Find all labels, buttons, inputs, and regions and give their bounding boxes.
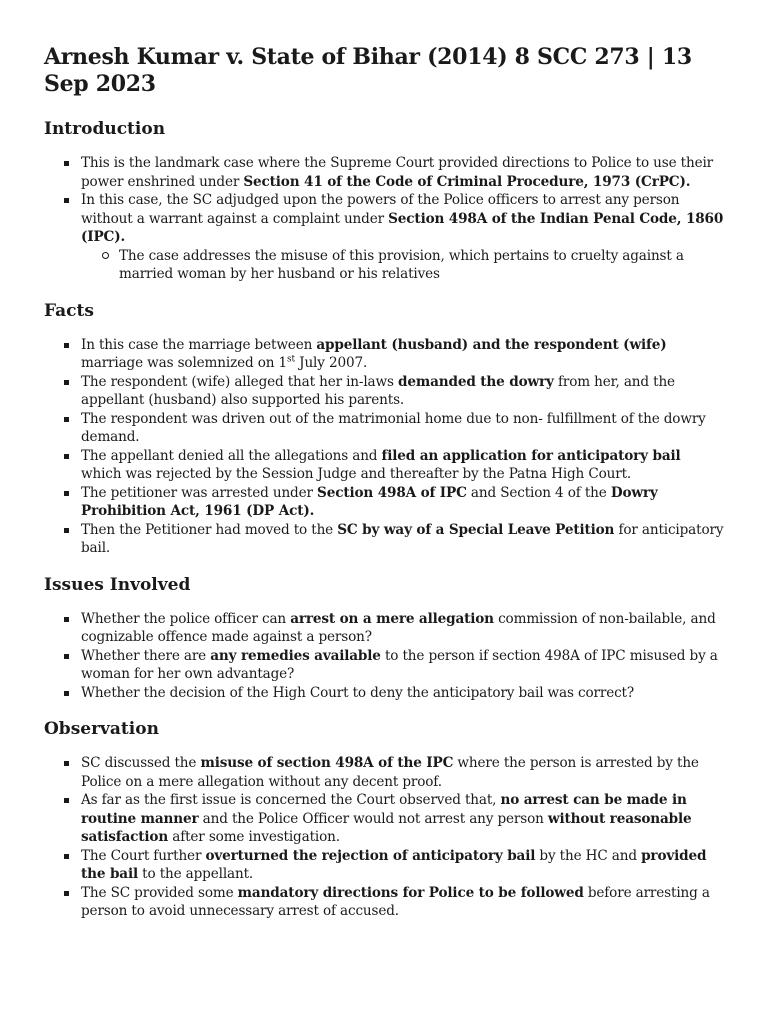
bold-text: arrest on a mere allegation: [290, 610, 494, 627]
list-item: [81, 647, 724, 684]
text: July 2007.: [294, 355, 368, 371]
text: The SC provided some: [81, 884, 238, 901]
page-title: Arnesh Kumar v. State of Bihar (2014) 8 SCC 273 | 13 Sep 2023: [44, 44, 692, 97]
text: The Court further: [81, 847, 206, 864]
list-item: [81, 791, 724, 847]
text: The respondent (wife) alleged that her in-laws: [81, 373, 398, 390]
list-item: [81, 884, 724, 921]
bold-text: no arrest can be made in routine manner: [81, 792, 687, 827]
bold-text: Section 498A of the Indian Penal Code, 1860 (IPC).: [81, 210, 724, 245]
bold-text: any remedies available: [210, 647, 381, 664]
bold-text: mandatory directions for Police to be followed: [237, 884, 584, 901]
text: As far as the first issue is concerned the Court observed that,: [81, 792, 501, 808]
text: after some investigation.: [168, 829, 340, 845]
text: for anticipatory bail.: [81, 521, 724, 556]
facts-list: [44, 336, 724, 558]
bold-text: appellant (husband) and the respondent (wife): [316, 336, 667, 353]
section-heading-issues: Issues Involved: [44, 574, 191, 595]
list-item: [81, 191, 724, 284]
bold-text: misuse of section 498A of the IPC: [200, 755, 454, 771]
sub-list: [81, 247, 724, 284]
text: In this case, the SC adjudged upon the powers of the Police officers to arrest any person without a warrant against a complaint under: [81, 192, 680, 227]
bold-text: filed an application for anticipatory bail: [381, 447, 681, 464]
section-heading-introduction: Introduction: [44, 119, 166, 139]
text: In this case the marriage between: [81, 336, 317, 353]
text: Whether the police officer can: [81, 610, 291, 627]
list-item: [81, 847, 724, 884]
introduction-list: [44, 154, 724, 284]
text: and Section 4 of the: [466, 484, 611, 501]
list-item: [81, 521, 724, 558]
bold-text: overturned the rejection of anticipatory bail: [205, 847, 536, 864]
text: where the person is arrested by the Police on a mere allegation without any decent proof.: [81, 755, 699, 790]
list-item: [81, 754, 724, 791]
text: marriage was solemnized on 1: [81, 355, 288, 371]
text: commission of non-bailable, and cognizable offence made against a person?: [81, 610, 716, 645]
text: This is the landmark case where the Supreme Court provided directions to Police to use their power enshrined under: [81, 155, 714, 190]
text: which was rejected by the Session Judge and thereafter by the Patna High Court.: [81, 466, 632, 482]
bold-text: without reasonable satisfaction: [81, 810, 692, 845]
bold-text: Section 41 of the Code of Criminal Procedure, 1973 (CrPC).: [243, 173, 691, 190]
list-item: [81, 336, 724, 373]
text: to the person if section 498A of IPC misused by a woman for her own advantage?: [81, 647, 718, 682]
list-item: [81, 410, 724, 447]
list-item: [81, 154, 724, 191]
list-item: [81, 484, 724, 521]
text: The petitioner was arrested under: [81, 484, 318, 501]
bold-text: Dowry Prohibition Act, 1961 (DP Act).: [81, 484, 658, 519]
text: Whether there are: [81, 647, 211, 664]
text: Then the Petitioner had moved to the: [81, 521, 338, 538]
bold-text: provided the bail: [81, 847, 707, 882]
bold-text: SC by way of a Special Leave Petition: [337, 521, 615, 538]
text: and the Police Officer would not arrest any person: [198, 810, 548, 827]
text: by the HC and: [535, 847, 642, 864]
bold-text: demanded the dowry: [398, 373, 554, 390]
superscript: st: [287, 354, 295, 365]
list-item: [81, 610, 724, 647]
text: Whether the decision of the High Court to deny the anticipatory bail was correct?: [81, 684, 634, 701]
issues-list: [44, 610, 724, 703]
text: The case addresses the misuse of this provision, which pertains to cruelty against a married woman by her husband or his relatives: [119, 247, 684, 282]
text: from her, and the appellant (husband) also supported his parents.: [81, 373, 675, 408]
list-item: [81, 684, 724, 703]
text: SC discussed the: [81, 755, 201, 771]
text: The appellant denied all the allegations and: [81, 447, 382, 464]
section-heading-observation: Observation: [44, 719, 159, 739]
text: to the appellant.: [138, 866, 254, 882]
text: before arresting a person to avoid unnecessary arrest of accused.: [81, 884, 710, 919]
text: The respondent was driven out of the matrimonial home due to non- fulfillment of the dowry demand.: [81, 410, 706, 445]
observation-list: [44, 754, 724, 921]
section-heading-facts: Facts: [44, 300, 94, 321]
list-item: [81, 447, 724, 484]
list-item: [81, 373, 724, 410]
bold-text: Section 498A of IPC: [317, 484, 467, 501]
sub-list-item: [119, 247, 724, 284]
